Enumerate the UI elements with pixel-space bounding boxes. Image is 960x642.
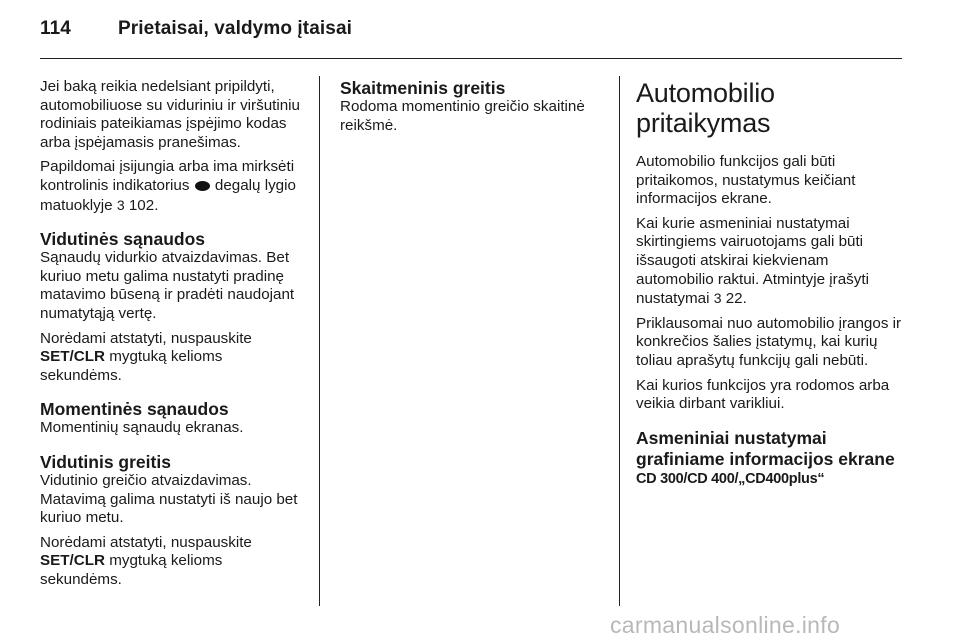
header-rule <box>40 58 902 59</box>
section-title-digital-speed: Skaitmeninis greitis <box>340 78 506 98</box>
indicator-text-middle: degalų lygio matuoklyje <box>40 176 296 214</box>
chapter-title: Prietaisai, valdymo įtaisai <box>118 18 352 39</box>
indicator-paragraph <box>40 158 308 215</box>
subsection-title-cd-models: CD 300/CD 400/„CD400plus“ <box>636 470 825 487</box>
digital-speed-paragraph: Rodoma momentinio greičio skaitinė reikšmė. <box>340 98 585 134</box>
settings-text: Kai kurie asmeniniai nustatymai skirtingiems vairuotojams gali būti išsaugoti atskirai kiekvienam automobilio raktui. Atmintyje įrašyti nustatymai <box>636 214 869 308</box>
avg-speed-paragraph: Vidutinio greičio atvaizdavimas. Matavimą galima nustatyti iš naujo bet kuriuo metu. <box>40 471 298 527</box>
avg-consumption-paragraph: Sąnaudų vidurkio atvaizdavimas. Bet kuriuo metu galima nustatyti pradinę matavimo būseną ir pradėti naudojant numatytąją vertę. <box>40 249 295 322</box>
watermark-text: carmanualsonline.info <box>610 612 841 638</box>
customization-paragraph-2 <box>636 215 904 309</box>
page-ref-icon: 3 <box>116 196 125 213</box>
main-section-title: Automobilio pritaikymas <box>636 78 775 138</box>
inst-consumption-paragraph: Momentinių sąnaudų ekranas. <box>40 419 244 437</box>
avg-speed-reset-paragraph <box>40 534 308 590</box>
fuel-warning-paragraph: Jei baką reikia nedelsiant pripildyti, automobiliuose su viduriniu ir viršutiniu rodiniais pateikiamas įspėjimo kodas arba įspėjamasis pranešimas. <box>40 78 300 151</box>
set-clr-button-label: SET/CLR <box>40 552 105 570</box>
page-number: 114 <box>40 18 71 39</box>
column-3 <box>636 78 904 488</box>
customization-paragraph-4: Kai kurios funkcijos yra rodomos arba veikia dirbant varikliui. <box>636 376 890 413</box>
customization-paragraph-3: Priklausomai nuo automobilio įrangos ir konkrečios šalies įstatymų, kai kurių toliau aprašytų funkcijų gali nebūti. <box>636 314 902 369</box>
column-divider-1 <box>319 76 320 606</box>
section-title-avg-consumption: Vidutinės sąnaudos <box>40 229 205 250</box>
reset-text-after: mygtuką kelioms sekundėms. <box>40 552 223 588</box>
column-divider-2 <box>619 76 620 606</box>
indicator-text: Papildomai įsijungia arba ima mirksėti kontrolinis indikatorius <box>40 158 295 194</box>
section-title-personal-settings: Asmeniniai nustatymai grafiniame informacijos ekrane <box>636 427 895 469</box>
column-1 <box>40 78 308 595</box>
section-title-inst-consumption: Momentinės sąnaudos <box>40 399 229 420</box>
fuel-indicator-icon <box>195 181 210 191</box>
page-ref-icon: 3 <box>713 290 722 307</box>
page-ref-number: 22. <box>725 290 747 308</box>
page-header <box>40 18 900 40</box>
column-2 <box>340 78 608 141</box>
customization-paragraph-1: Automobilio funkcijos gali būti pritaikomos, nustatymus keičiant informacijos ekrane. <box>636 153 856 208</box>
reset-text-after: mygtuką kelioms sekundėms. <box>40 348 223 384</box>
set-clr-button-label: SET/CLR <box>40 348 105 366</box>
avg-consumption-reset-paragraph <box>40 330 308 386</box>
reset-text: Norėdami atstatyti, nuspauskite <box>40 533 252 551</box>
section-title-avg-speed: Vidutinis greitis <box>40 451 171 472</box>
page-ref-number: 102. <box>128 196 159 214</box>
reset-text: Norėdami atstatyti, nuspauskite <box>40 329 252 347</box>
